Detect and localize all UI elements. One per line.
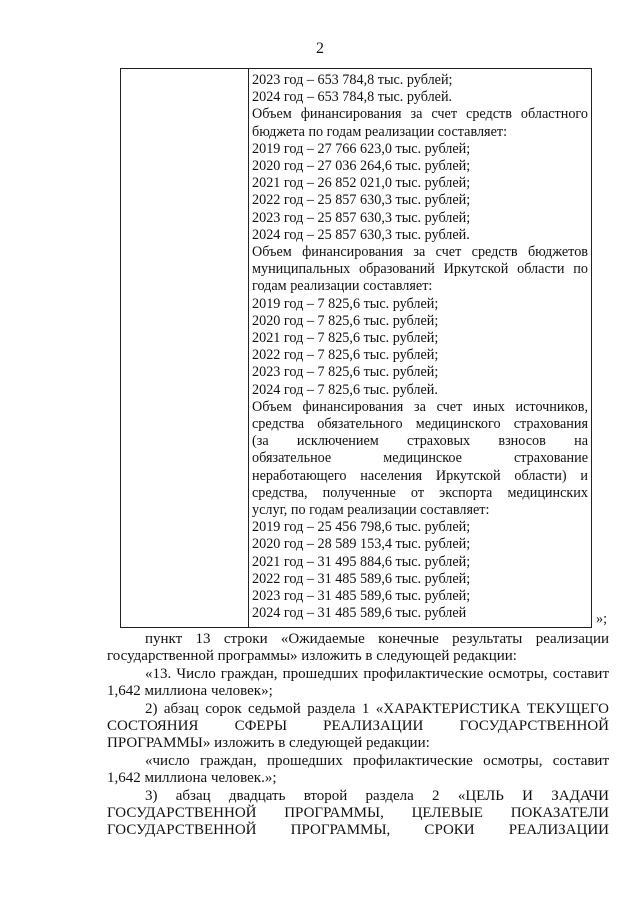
table-line: 2022 год – 25 857 630,3 тыс. рублей; [252,192,471,209]
page-number: 2 [316,40,324,57]
table-line: средства, полученные от экспорта медицинских [252,484,588,501]
table-line: 2021 год – 7 825,6 тыс. рублей; [252,330,439,347]
table-line: услуг, по годам реализации составляет: [252,502,490,519]
table-line: обязательное медицинское страхование [252,450,588,467]
table-column-divider [248,69,249,627]
table-line: 2020 год – 28 589 153,4 тыс. рублей; [252,536,471,553]
table-line: 2020 год – 27 036 264,6 тыс. рублей; [252,158,471,175]
paragraph-section-1: 2) абзац сорок седьмой раздела 1 «ХАРАКТЕРИСТИКА ТЕКУЩЕГО СОСТОЯНИЯ СФЕРЫ РЕАЛИЗАЦИИ ГОСУДАРСТВЕННОЙ ПРОГРАММЫ» изложить в следующей редакции: [107,700,609,752]
table-line: средства обязательного медицинского страхования [252,416,588,433]
financing-cell [252,72,588,623]
table-line: 2021 год – 26 852 021,0 тыс. рублей; [252,175,471,192]
table-line: 2023 год – 7 825,6 тыс. рублей; [252,364,439,381]
table-line: 2024 год – 7 825,6 тыс. рублей. [252,381,438,398]
table-line: 2023 год – 25 857 630,3 тыс. рублей; [252,209,471,226]
table-line: Объем финансирования за счет средств бюджетов [252,244,588,261]
table-line: 2022 год – 31 485 589,6 тыс. рублей; [252,570,471,587]
table-line: 2023 год – 653 784,8 тыс. рублей; [252,72,453,88]
table-line: 2019 год – 7 825,6 тыс. рублей; [252,295,439,312]
paragraph-section-2: 3) абзац двадцать второй раздела 2 «ЦЕЛЬ И ЗАДАЧИ ГОСУДАРСТВЕННОЙ ПРОГРАММЫ, ЦЕЛЕВЫЕ ПОКАЗАТЕЛИ ГОСУДАРСТВЕННОЙ ПРОГРАММЫ, СРОКИ РЕАЛИЗАЦИИ [107,787,609,839]
table-line: 2023 год – 31 485 589,6 тыс. рублей; [252,588,471,605]
financing-table [120,68,592,628]
table-closing-quote: »; [596,611,608,627]
table-line: 2019 год – 27 766 623,0 тыс. рублей; [252,140,471,157]
table-line: 2020 год – 7 825,6 тыс. рублей; [252,312,439,329]
table-line: Объем финансирования за счет средств областного [252,106,588,123]
table-line: годам реализации составляет: [252,278,433,295]
table-line: 2024 год – 653 784,8 тыс. рублей. [252,89,453,106]
table-line: бюджета по годам реализации составляет: [252,123,508,140]
table-line: (за исключением страховых взносов на [252,433,588,450]
table-line: Объем финансирования за счет иных источников, [252,398,588,415]
table-line: муниципальных образований Иркутской области по [252,261,588,278]
table-line: неработающего населения Иркутской области) и [252,467,588,484]
table-line: 2024 год – 25 857 630,3 тыс. рублей. [252,226,470,243]
document-body [107,631,609,840]
paragraph-quote-section-1: «число граждан, прошедших профилактические осмотры, составит 1,642 миллиона человек.»; [107,752,609,787]
table-line: 2019 год – 25 456 798,6 тыс. рублей; [252,519,471,536]
paragraph-quote-13: «13. Число граждан, прошедших профилактические осмотры, составит 1,642 миллиона человек»; [107,665,609,700]
table-line: 2022 год – 7 825,6 тыс. рублей; [252,347,439,364]
table-line: 2024 год – 31 485 589,6 тыс. рублей [252,605,467,622]
paragraph-item-13: пункт 13 строки «Ожидаемые конечные результаты реализации государственной программы» изложить в следующей редакции: [107,631,609,665]
table-line: 2021 год – 31 495 884,6 тыс. рублей; [252,553,471,570]
